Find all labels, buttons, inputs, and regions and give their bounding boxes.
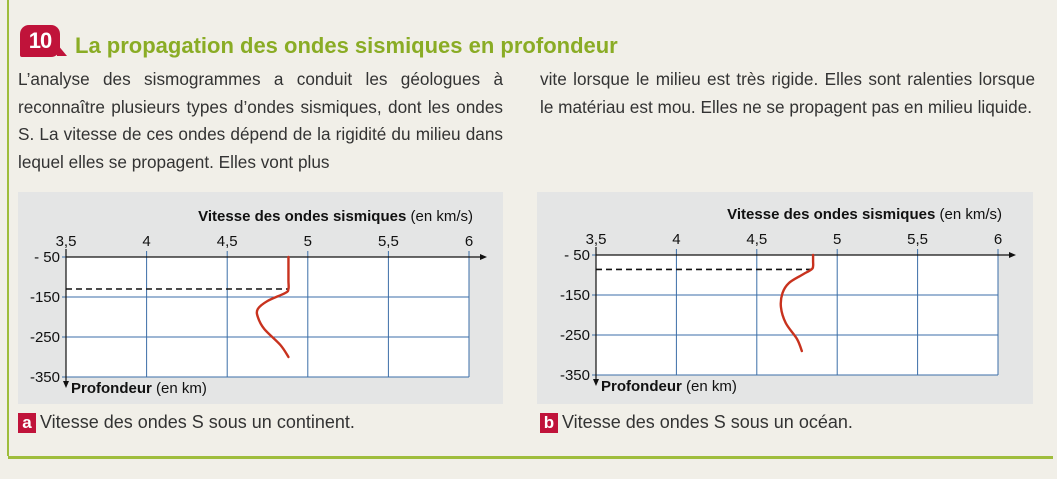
bottom-rule [8,456,1053,459]
y-tick-label: -350 [29,369,60,386]
caption-b-text: Vitesse des ondes S sous un océan. [562,412,853,432]
exercise-title: La propagation des ondes sismiques en profondeur [75,33,618,58]
y-axis-arrow [593,379,599,386]
y-tick-label: -250 [29,329,60,346]
x-axis-title: Vitesse des ondes sismiques (en km/s) [727,206,1002,223]
y-axis-title: Profondeur (en km) [601,378,737,395]
y-tick-label: -150 [29,289,60,306]
plot-area [596,255,998,375]
exercise-number-badge: 10 [20,25,60,57]
x-tick-label: 3,5 [55,233,77,250]
x-tick-label: 4 [672,231,681,248]
x-tick-label: 5 [303,233,312,250]
paragraph-text-2: vite lorsque le milieu est très rigide. Elles sont ralenties lorsque le matériau est mou. Elles ne se propagent pas en milieu liquide. [540,69,1035,117]
x-tick-label: 6 [464,233,474,250]
x-axis-arrow [1009,252,1016,258]
x-tick-label: 4,5 [746,231,768,248]
y-tick-label: - 50 [564,247,590,264]
y-tick-label: -350 [559,367,590,384]
y-tick-label: - 50 [34,249,60,266]
x-tick-label: 4,5 [216,233,238,250]
caption-a-text: Vitesse des ondes S sous un continent. [40,412,355,432]
caption-a-letter: a [18,413,36,433]
x-tick-label: 5,5 [377,233,399,250]
x-tick-label: 3,5 [585,231,607,248]
y-tick-label: -150 [559,287,590,304]
x-tick-label: 6 [993,231,1003,248]
y-axis-title: Profondeur (en km) [71,380,207,397]
x-tick-label: 5,5 [907,231,929,248]
x-tick-label: 4 [142,233,151,250]
x-tick-label: 5 [833,231,842,248]
y-tick-label: -250 [559,327,590,344]
paragraph-text-1: L’analyse des sismogrammes a conduit les géologues à reconnaître plusieurs types d’ondes sismiques, dont les ondes S. La vitesse de ces ondes dépend de la rigidité du milieu dans lequel elles se propagent. Elles vont plus [18,69,503,172]
caption-b-letter: b [540,413,558,433]
x-axis-title: Vitesse des ondes sismiques (en km/s) [198,208,473,225]
caption-b [540,412,853,433]
